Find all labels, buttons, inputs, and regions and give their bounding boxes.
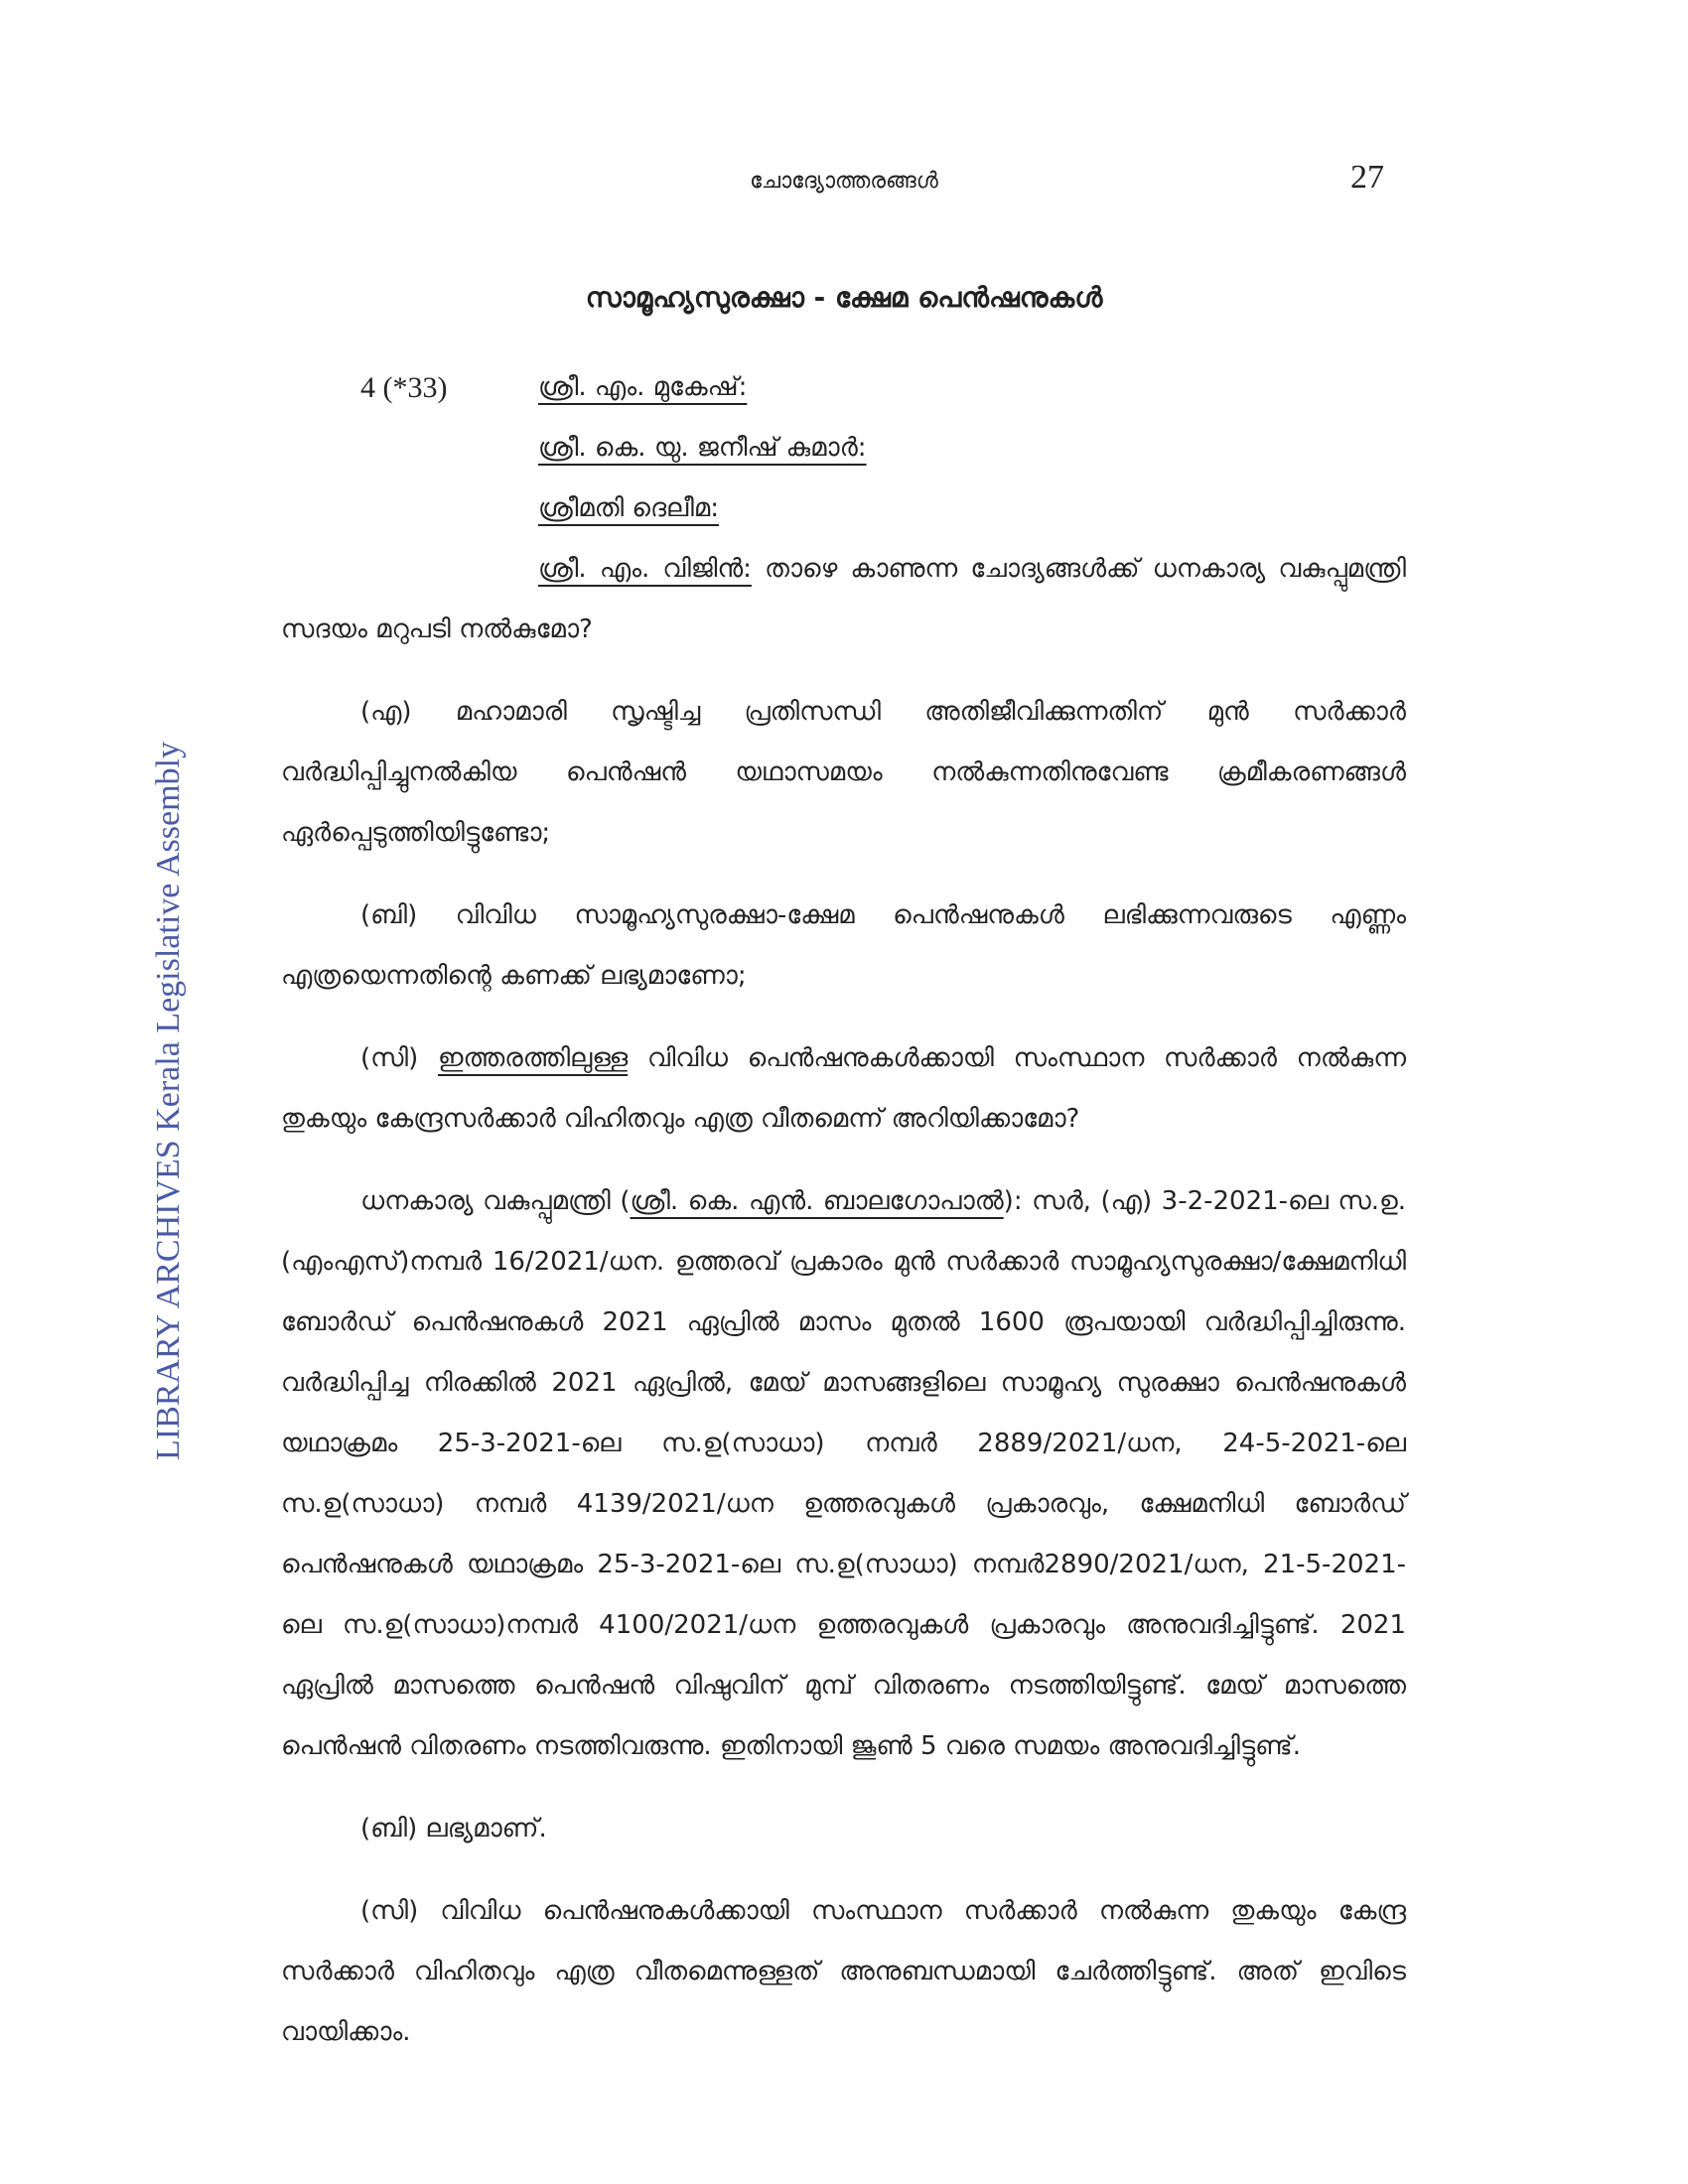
member-name-text: ശ്രീ. എം. വിജിൻ: (538, 554, 752, 584)
member-name (538, 418, 1406, 478)
watermark-text: LIBRARY ARCHIVES Kerala Legislative Assembly (150, 742, 187, 1461)
answer-a-text: സർ, (എ) 3-2-2021-ലെ സ.ഉ.(എംഎസ്)നമ്പർ 16/2021/ധന. ഉത്തരവ് പ്രകാരം മുൻ സർക്കാർ സാമൂഹ്യസുരക്ഷാ/ക്ഷേമനിധി ബോർഡ് പെൻഷനുകൾ 2021 ഏപ്രിൽ മാസം മുതൽ 1600 രൂപയായി വർദ്ധിപ്പിച്ചിരുന്നു. വർദ്ധിപ്പിച്ച നിരക്കിൽ 2021 ഏപ്രിൽ, മേയ് മാസങ്ങളിലെ സാമൂഹ്യ സുരക്ഷാ പെൻഷനുകൾ യഥാക്രമം 25-3-2021-ലെ സ.ഉ(സാധാ) നമ്പർ 2889/2021/ധന, 24-5-2021-ലെ സ.ഉ(സാധാ) നമ്പർ 4139/2021/ധന ഉത്തരവുകൾ പ്രകാരവും, ക്ഷേമനിധി ബോർഡ് പെൻഷനുകൾ യഥാക്രമം 25-3-2021-ലെ സ.ഉ(സാധാ) നമ്പർ2890/2021/ധന, 21-5-2021-ലെ സ.ഉ(സാധാ)നമ്പർ 4100/2021/ധന ഉത്തരവുകൾ പ്രകാരവും അനുവദിച്ചിട്ടുണ്ട്. 2021 ഏപ്രിൽ മാസത്തെ പെൻഷൻ വിഷുവിന് മുമ്പ് വിതരണം നടത്തിയിട്ടുണ്ട്. മേയ് മാസത്തെ പെൻഷൻ വിതരണം നടത്തിവരുന്നു. ഇതിനായി ജൂൺ 5 വരെ സമയം അനുവദിച്ചിട്ടുണ്ട്. (281, 1186, 1407, 1761)
member-name (538, 357, 1406, 418)
member-name-text: ശ്രീ. എം. മുകേഷ്: (538, 372, 748, 402)
section-title: സാമൂഹ്യസുരക്ഷാ - ക്ഷേമ പെൻഷനുകൾ (585, 281, 1103, 314)
answer-part-b: (ബി) ലഭ്യമാണ്. (360, 1814, 547, 1843)
question-intro (281, 539, 1406, 660)
member-name-text: ശ്രീ. കെ. യു. ജനീഷ് കുമാർ: (538, 433, 867, 463)
minister-prefix: ധനകാര്യ വകുപ്പുമന്ത്രി ( (360, 1186, 631, 1216)
minister-name: ശ്രീ. കെ. എൻ. ബാലഗോപാൽ (630, 1186, 1004, 1216)
part-c-text: വിവിധ പെൻഷനുകൾക്കായി സംസ്ഥാന സർക്കാർ നൽകുന്ന തുകയും കേന്ദ്രസർക്കാർ വിഹിതവും എത്ര വീതമെന്ന് അറിയിക്കാമോ? (281, 1043, 1406, 1134)
question-part-b: (ബി) വിവിധ സാമൂഹ്യസുരക്ഷാ-ക്ഷേമ പെൻഷനുകൾ ലഭിക്കുന്നവരുടെ എണ്ണം എത്രയെന്നതിന്റെ കണക്ക് ലഭ്യമാണോ; (281, 900, 1406, 991)
question-number: 4 (*33) (360, 371, 448, 404)
question-part-c (281, 1028, 1406, 1150)
part-c-underlined: ഇത്തരത്തിലുള്ള (437, 1043, 629, 1073)
part-c-label: (സി) (360, 1043, 438, 1073)
answer-part-c: (സി) വിവിധ പെൻഷനുകൾക്കായി സംസ്ഥാന സർക്കാർ നൽകുന്ന തുകയും കേന്ദ്ര സർക്കാർ വിഹിതവും എത്ര വീതമെന്നുള്ളത് അനുബന്ധമായി ചേർത്തിട്ടുണ്ട്. അത് ഇവിടെ വായിക്കാം. (281, 1896, 1406, 2047)
intro-text: താഴെ കാണുന്ന ചോദ്യങ്ങൾക്ക് ധനകാര്യ വകുപ്പുമന്ത്രി സദയം മറുപടി നൽകുമോ? (281, 554, 1406, 644)
member-name-text: ശ്രീമതി ദെലീമ: (538, 493, 719, 523)
question-part-a: (എ) മഹാമാരി സൃഷ്ടിച്ച പ്രതിസന്ധി അതിജീവിക്കുന്നതിന് മുൻ സർക്കാർ വർദ്ധിപ്പിച്ചുനൽകിയ പെൻഷൻ യഥാസമയം നൽകുന്നതിനുവേണ്ട ക്രമീകരണങ്ങൾ ഏർപ്പെടുത്തിയിട്ടുണ്ടോ; (281, 697, 1406, 848)
minister-suffix: ): (1003, 1186, 1023, 1216)
member-name (538, 478, 1406, 539)
document-body (281, 357, 1406, 2063)
answer-part-a (281, 1171, 1406, 1777)
page-number: 27 (1350, 159, 1384, 196)
running-title: ചോദ്യോത്തരങ്ങൾ (750, 169, 938, 194)
